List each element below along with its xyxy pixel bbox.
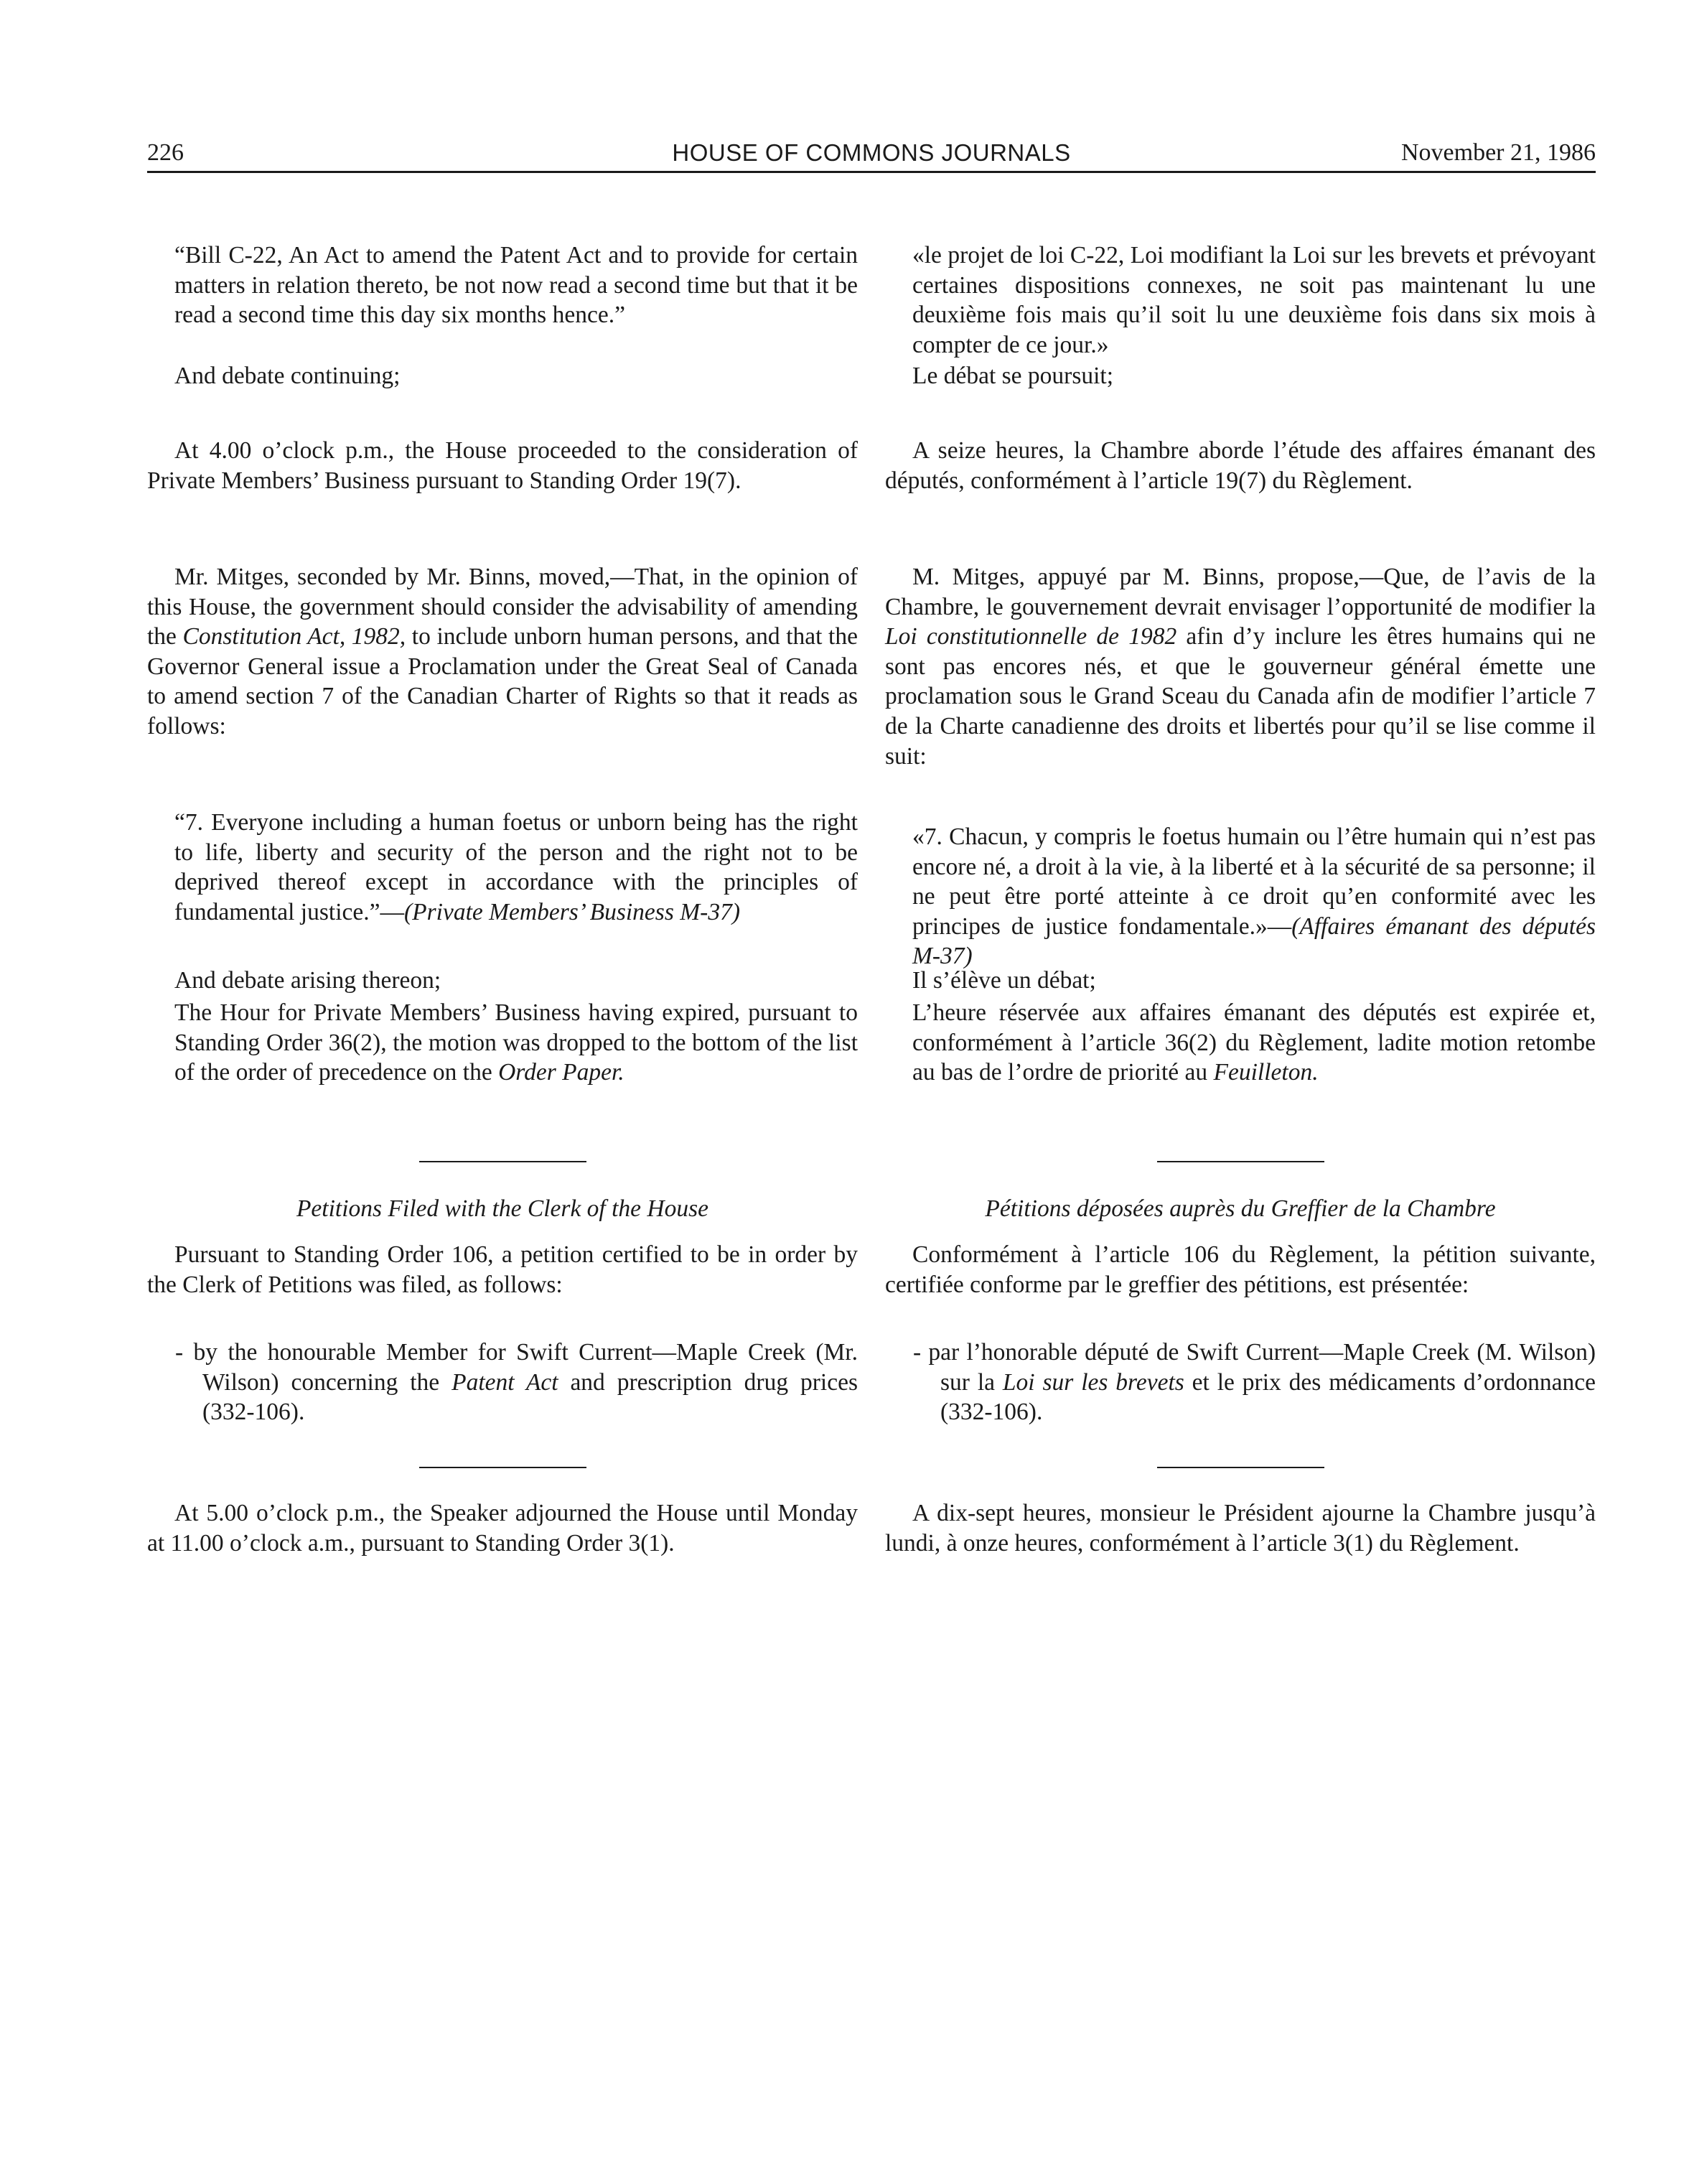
debate-arising: And debate arising thereon; xyxy=(174,967,441,994)
petitions-intro-fr: Conformément à l’article 106 du Règlement, la pétition suivante, certifiée conforme par le greffier des pétitions, est présentée: xyxy=(885,1241,1596,1298)
section-7-quote-fr: «7. Chacun, y compris le foetus humain ou l’être humain qui n’est pas encore né, a droit à la vie, à la liberté et à la sécurité de sa personne; il ne peut être porté atteinte à ce droit qu’en conformité avec les principes de justice fondamentale.»—(Affaires émanant des députés M-37) xyxy=(912,823,1596,970)
patent-act-title: Patent Act xyxy=(452,1368,558,1396)
feuilleton-title: Feuilleton. xyxy=(1213,1059,1319,1086)
motion-reference-fr: (Affaires émanant des députés M-37) xyxy=(912,913,1596,970)
motion-paragraph: Mr. Mitges, seconded by Mr. Binns, moved,—That, in the opinion of this House, the government should consider the advisability of amending the Constitution Act, 1982, to include unborn human persons, and that the Governor General issue a Proclamation under the Great Seal of Canada to amend section 7 of the Canadian Charter of Rights so that it reads as follows: xyxy=(147,564,858,739)
adjournment-paragraph: At 5.00 o’clock p.m., the Speaker adjourned the House until Monday at 11.00 o’clock a.m., pursuant to Standing Order 3(1). xyxy=(147,1500,858,1557)
petition-item-fr: - par l’honorable député de Swift Current—Maple Creek (M. Wilson) sur la Loi sur les brevets et le prix des médicaments d’ordonnance (332-106). xyxy=(913,1339,1596,1426)
page-number: 226 xyxy=(147,139,184,166)
header-date: November 21, 1986 xyxy=(1400,139,1596,166)
hour-expired-paragraph-fr: L’heure réservée aux affaires émanant des députés est expirée et, conformément à l’article 36(2) du Règlement, ladite motion retombe au bas de l’ordre de priorité au Feuilleton. xyxy=(912,999,1596,1086)
hour-expired-paragraph: The Hour for Private Members’ Business having expired, pursuant to Standing Order 36(2), the motion was dropped to the bottom of the list of the order of precedence on the Order Paper. xyxy=(174,999,858,1086)
adjournment-paragraph-fr: A dix-sept heures, monsieur le Président ajourne la Chambre jusqu’à lundi, à onze heures, conformément à l’article 3(1) du Règlement. xyxy=(885,1500,1596,1557)
petitions-heading-fr: Pétitions déposées auprès du Greffier de la Chambre xyxy=(985,1195,1496,1222)
act-title: Constitution Act, 1982, xyxy=(182,623,406,650)
petitions-heading: Petitions Filed with the Clerk of the House xyxy=(296,1195,709,1222)
bill-quote-fr: «le projet de loi C-22, Loi modifiant la Loi sur les brevets et prévoyant certaines dispositions connexes, ne soit pas maintenant lu une deuxième fois mais qu’il soit lu une deuxième fois dans six mois à compter de ce jour.» xyxy=(912,242,1596,358)
act-title-fr: Loi constitutionnelle de 1982 xyxy=(885,623,1177,650)
page-header xyxy=(147,136,1596,169)
debate-continuing-fr: Le débat se poursuit; xyxy=(912,363,1114,389)
header-rule xyxy=(147,171,1596,173)
motion-reference: (Private Members’ Business M-37) xyxy=(404,898,740,925)
section-7-quote: “7. Everyone including a human foetus or unborn being has the right to life, liberty and security of the person and the right not to be deprived thereof except in accordance with the principles of fundamental justice.”—(Private Members’ Business M-37) xyxy=(174,809,858,925)
petition-item: - by the honourable Member for Swift Current—Maple Creek (Mr. Wilson) concerning the Patent Act and prescription drug prices (332-106). xyxy=(175,1339,858,1426)
section-divider xyxy=(419,1467,586,1468)
petitions-intro: Pursuant to Standing Order 106, a petition certified to be in order by the Clerk of Petitions was filed, as follows: xyxy=(147,1241,858,1298)
order-paper-title: Order Paper. xyxy=(498,1059,624,1086)
section-divider-fr xyxy=(1157,1161,1324,1162)
debate-arising-fr: Il s’élève un débat; xyxy=(912,967,1096,994)
patent-act-title-fr: Loi sur les brevets xyxy=(1002,1368,1184,1396)
section-divider-fr xyxy=(1157,1467,1324,1468)
debate-continuing: And debate continuing; xyxy=(174,363,401,389)
section-divider xyxy=(419,1161,586,1162)
motion-paragraph-fr: M. Mitges, appuyé par M. Binns, propose,—Que, de l’avis de la Chambre, le gouvernement devrait envisager l’opportunité de modifier la Loi constitutionnelle de 1982 afin d’y inclure les êtres humains qui ne sont pas encores nés, et que le gouverneur général émette une proclamation sous le Grand Sceau du Canada afin de modifier l’article 7 de la Charte canadienne des droits et libertés pour qu’il se lise comme il suit: xyxy=(885,564,1596,770)
journal-title: HOUSE OF COMMONS JOURNALS xyxy=(672,139,1071,166)
private-members-business-start: At 4.00 o’clock p.m., the House proceeded to the consideration of Private Members’ Business pursuant to Standing Order 19(7). xyxy=(147,437,858,494)
bill-quote: “Bill C-22, An Act to amend the Patent Act and to provide for certain matters in relation thereto, be not now read a second time but that it be read a second time this day six months hence.” xyxy=(174,242,858,329)
private-members-business-start-fr: A seize heures, la Chambre aborde l’étude des affaires émanant des députés, conformément à l’article 19(7) du Règlement. xyxy=(885,437,1596,494)
